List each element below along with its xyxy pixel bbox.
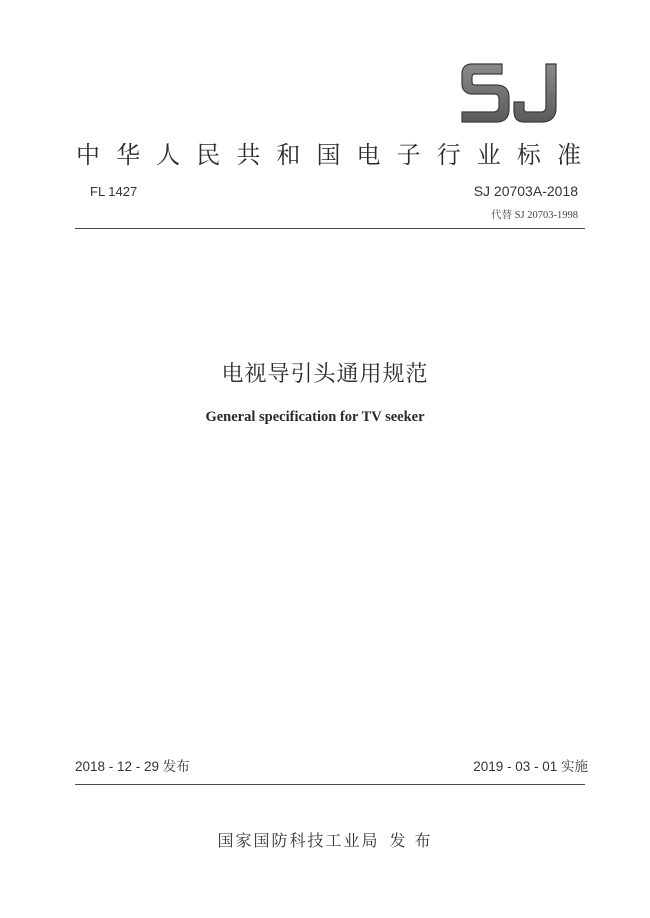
org-title-char: 准 <box>556 140 581 169</box>
org-title-char: 人 <box>156 140 181 169</box>
standard-number: SJ 20703A-2018 <box>473 183 578 199</box>
org-title-char: 共 <box>236 140 261 169</box>
document-title-chinese: 电视导引头通用规范 <box>221 362 429 387</box>
implementation-date: 2019 - 03 - 01 实施 <box>473 759 588 774</box>
org-title-char: 标 <box>516 140 541 169</box>
org-title-char: 行 <box>436 140 461 169</box>
org-title-char: 国 <box>316 140 341 169</box>
header-divider <box>75 228 585 229</box>
sj-logo <box>458 58 562 128</box>
org-title-char: 电 <box>356 140 381 169</box>
org-title-char: 和 <box>276 140 301 169</box>
document-title-english: General specification for TV seeker <box>205 409 425 425</box>
footer-divider <box>75 784 585 785</box>
organization-title <box>76 135 581 169</box>
replaces-note: 代替 SJ 20703-1998 <box>491 210 578 221</box>
org-title-char: 华 <box>116 140 141 169</box>
publisher-action: 发 布 <box>389 831 433 850</box>
classification-code: FL 1427 <box>90 184 138 199</box>
org-title-char: 民 <box>196 140 221 169</box>
org-title-char: 子 <box>396 140 421 169</box>
issue-date: 2018 - 12 - 29 发布 <box>75 759 190 774</box>
publisher-name: 国家国防科技工业局 <box>217 831 380 850</box>
publisher-line <box>0 828 650 851</box>
org-title-char: 中 <box>76 140 100 169</box>
org-title-char: 业 <box>476 140 501 169</box>
